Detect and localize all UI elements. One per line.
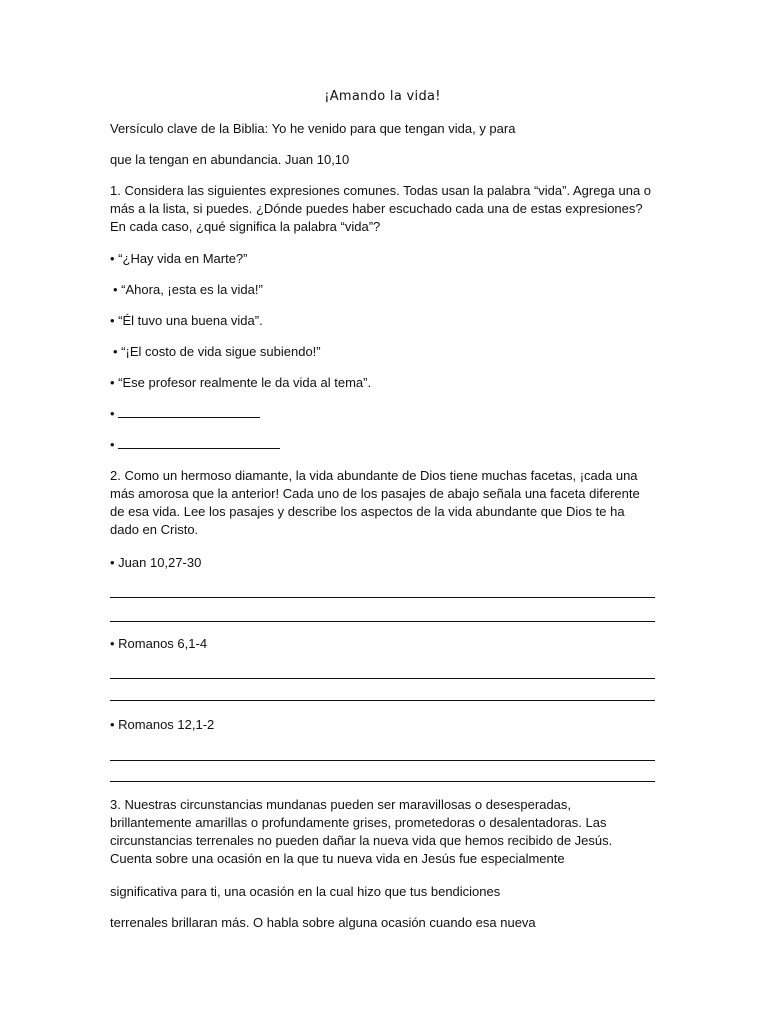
answer-line[interactable] — [110, 781, 655, 782]
answer-line[interactable] — [110, 678, 655, 679]
key-verse-line-1: Versículo clave de la Biblia: Yo he venido para que tengan vida, y para — [110, 121, 516, 136]
q1-item: • “Él tuvo una buena vida”. — [110, 312, 263, 330]
key-verse-line-2: que la tengan en abundancia. Juan 10,10 — [110, 152, 350, 167]
answer-line[interactable] — [110, 760, 655, 761]
q1-blank-item[interactable] — [110, 436, 280, 454]
question-3-line-2: significativa para ti, una ocasión en la cual hizo que tus bendiciones — [110, 884, 501, 899]
q1-item: • “¿Hay vida en Marte?” — [110, 250, 248, 268]
question-3-text: 3. Nuestras circunstancias mundanas pueden ser maravillosas o desesperadas, brillantemente amarillas o profundamente grises, prometedoras o desalentadoras. Las circunstancias terrenales no pueden dañar la nueva vida que hemos recibido de Jesús. Cuenta sobre una ocasión en la que tu nueva vida en Jesús fue especialmente — [110, 797, 613, 866]
question-2-text: 2. Como un hermoso diamante, la vida abundante de Dios tiene muchas facetas, ¡cada una más amorosa que la anterior! Cada uno de los pasajes de abajo señala una faceta diferente de esa vida. Lee los pasajes y describe los aspectos de la vida abundante que Dios te ha dado en Cristo. — [110, 468, 640, 537]
passage-label: • Romanos 12,1-2 — [110, 716, 214, 734]
answer-line[interactable] — [110, 597, 655, 598]
page-title: ¡Amando la vida! — [324, 89, 441, 104]
q1-item: • “¡El costo de vida sigue subiendo!” — [113, 343, 321, 361]
answer-line[interactable] — [110, 700, 655, 701]
q1-blank-item[interactable] — [110, 405, 260, 423]
passage-label: • Juan 10,27-30 — [110, 554, 201, 572]
answer-blank[interactable] — [118, 436, 280, 449]
q1-item: • “Ahora, ¡esta es la vida!” — [113, 281, 263, 299]
q1-item: • “Ese profesor realmente le da vida al tema”. — [110, 374, 371, 392]
question-1-text: 1. Considera las siguientes expresiones comunes. Todas usan la palabra “vida”. Agrega una o más a la lista, si puedes. ¿Dónde puedes haber escuchado cada una de estas expresiones? En cada caso, ¿qué significa la palabra “vida”? — [110, 183, 652, 234]
question-3-line-3: terrenales brillaran más. O habla sobre alguna ocasión cuando esa nueva — [110, 915, 536, 930]
passage-label: • Romanos 6,1-4 — [110, 635, 207, 653]
answer-line[interactable] — [110, 621, 655, 622]
answer-blank[interactable] — [118, 405, 260, 418]
